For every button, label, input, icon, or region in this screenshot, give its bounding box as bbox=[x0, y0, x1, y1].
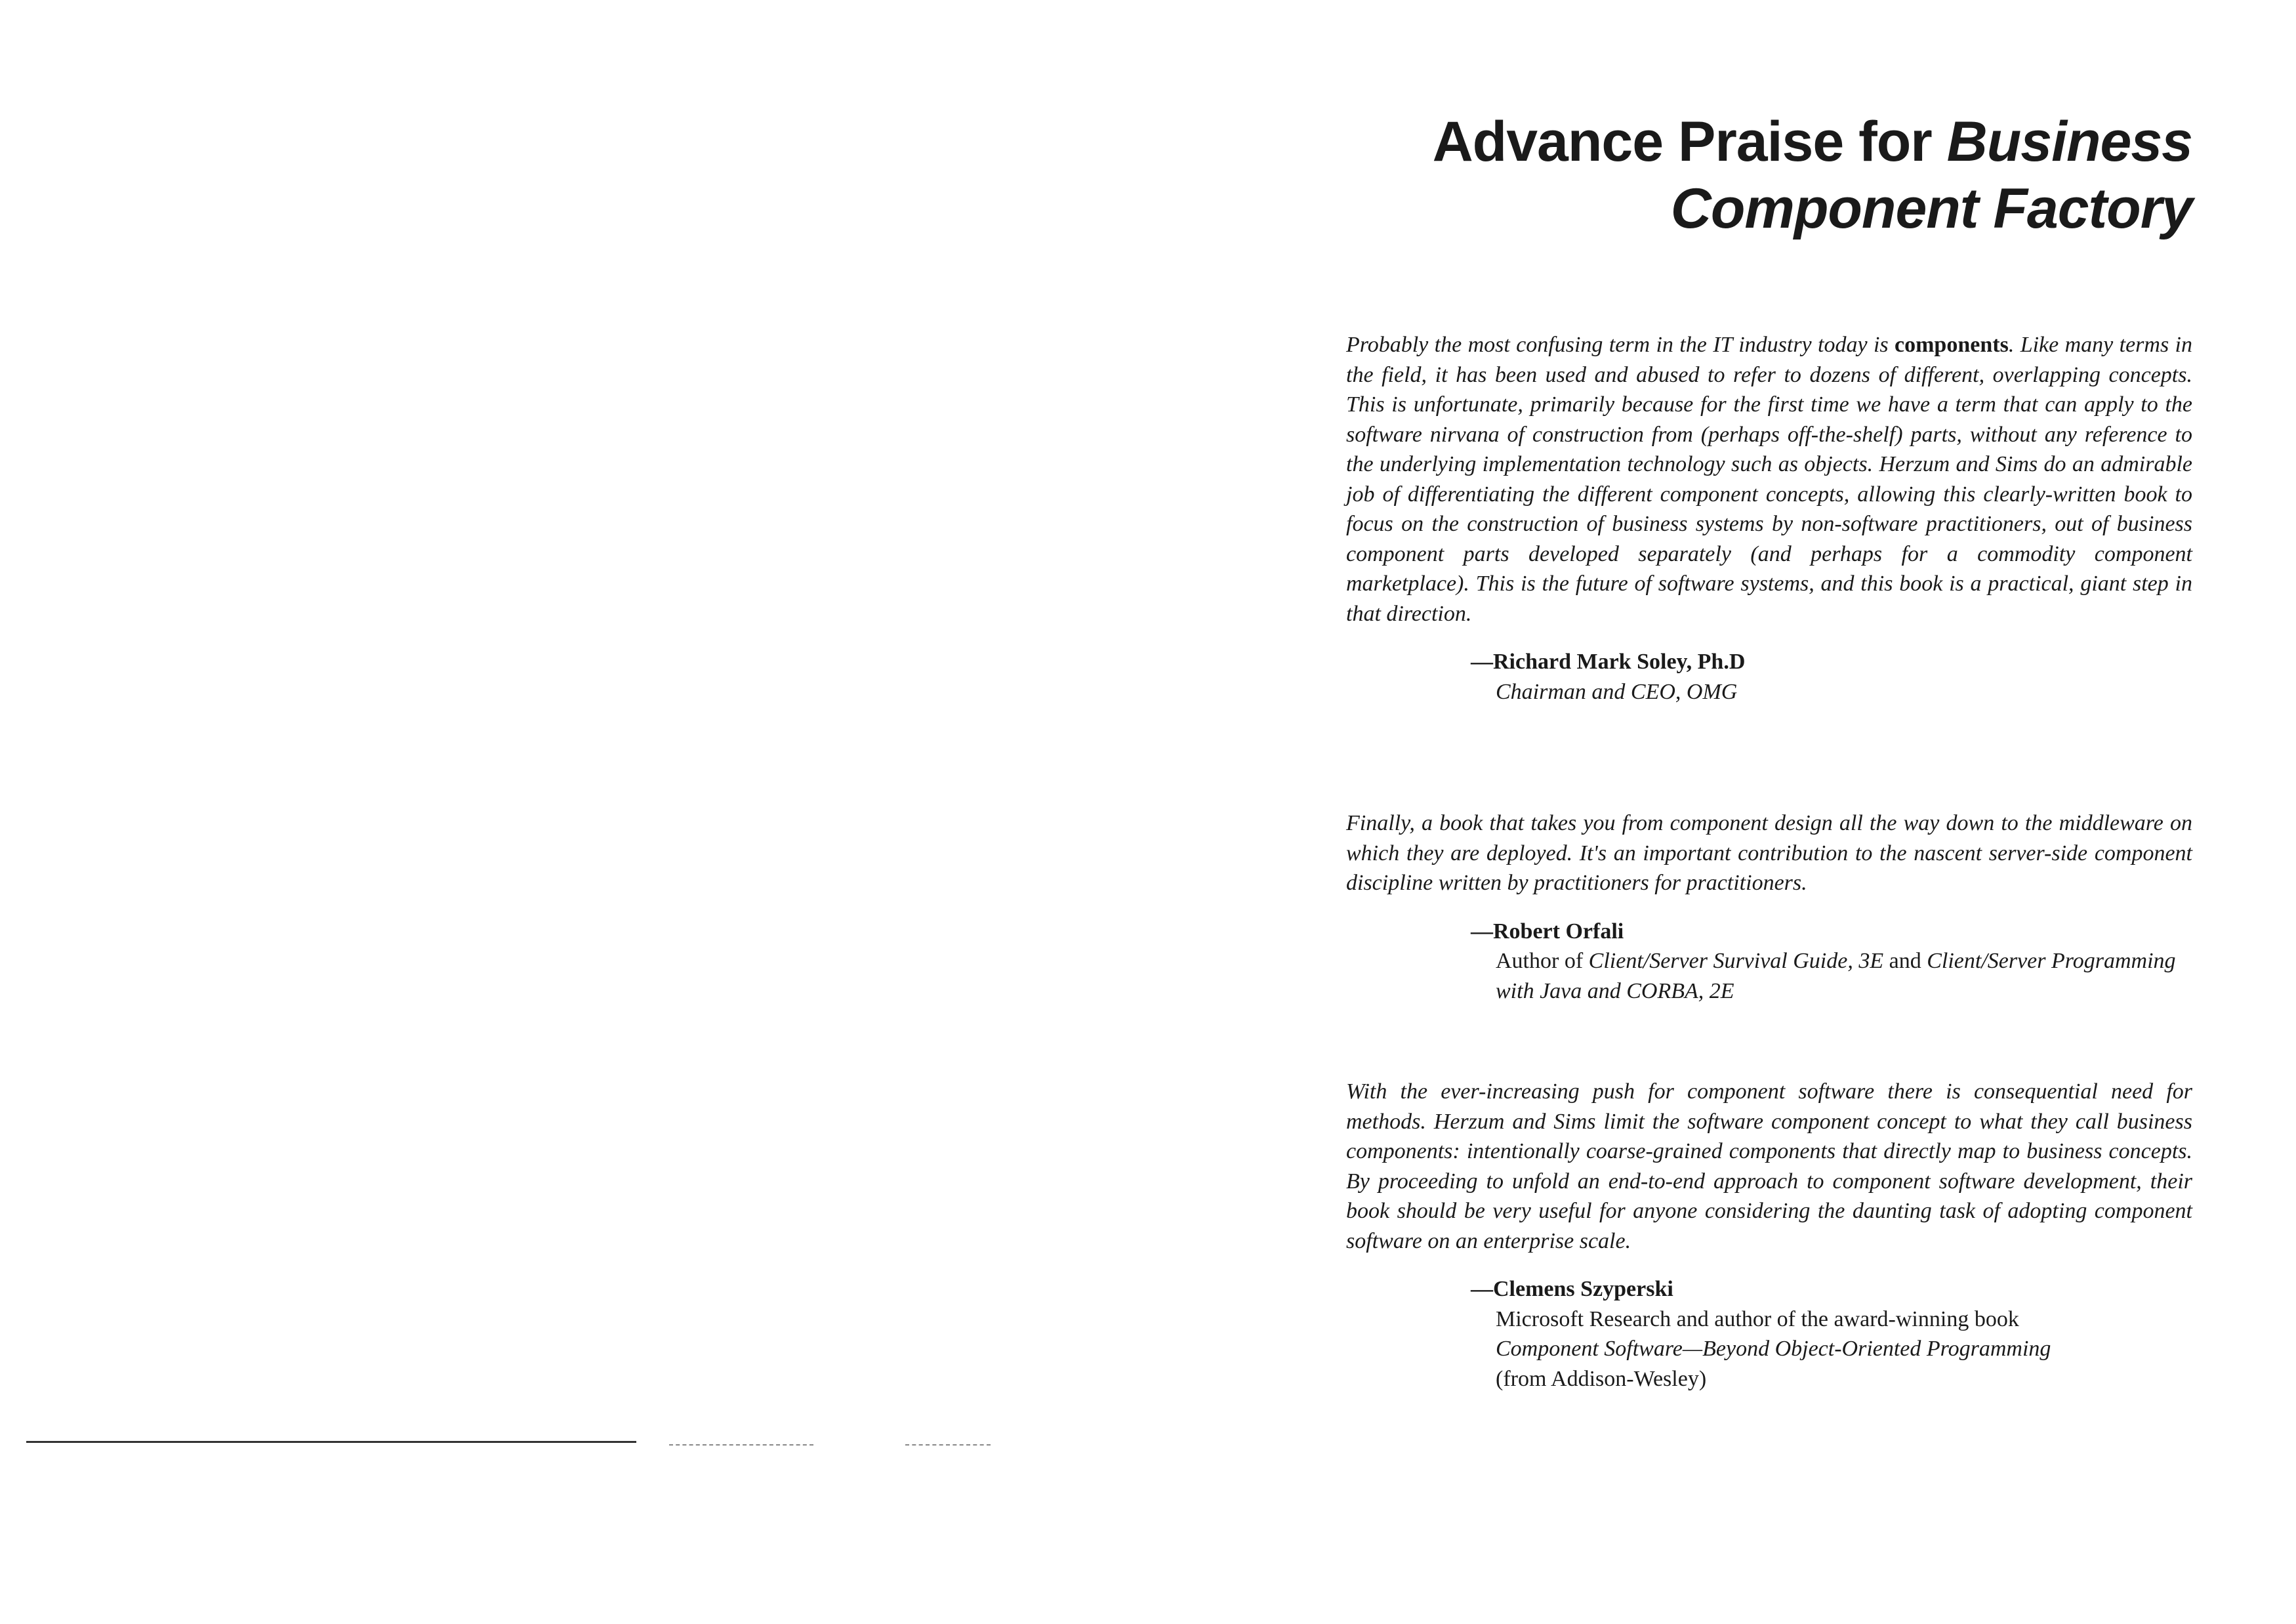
role-book-title-2: Client/Server Programming with Java and CORBA, 2E bbox=[1496, 949, 2176, 1003]
page-title bbox=[1346, 108, 2192, 242]
attribution bbox=[1471, 1274, 2192, 1394]
page-bottom-rule-fragment bbox=[669, 1444, 813, 1446]
role-prefix: Author of bbox=[1496, 949, 1589, 973]
attribution-name: —Robert Orfali bbox=[1471, 919, 1624, 944]
quote-text-before: Probably the most confusing term in the IT industry today is bbox=[1346, 333, 1895, 357]
role-book-title-1: Client/Server Survival Guide, 3E bbox=[1588, 949, 1884, 973]
praise-soley bbox=[1346, 330, 2192, 707]
title-regular: Advance Praise for bbox=[1432, 110, 1947, 173]
attribution-role-line-2: Component Software—Beyond Object-Oriented Programming bbox=[1496, 1337, 2051, 1361]
praise-quote: Finally, a book that takes you from component design all the way down to the middleware on which they are deployed. It's an important contribution to the nascent server-side component discipline written by practitioners for practitioners. bbox=[1346, 811, 2192, 895]
page-bottom-rule-fragment bbox=[905, 1444, 991, 1446]
praise-orfali bbox=[1346, 808, 2192, 1006]
attribution-role bbox=[1496, 946, 2192, 1006]
attribution-name: —Clemens Szyperski bbox=[1471, 1277, 1673, 1301]
page-bottom-rule bbox=[26, 1441, 636, 1443]
praise-szyperski bbox=[1346, 1077, 2192, 1394]
quote-emphasis: components bbox=[1895, 333, 2009, 357]
attribution-role-line-1: Microsoft Research and author of the award-winning book bbox=[1496, 1306, 2019, 1331]
attribution-name: —Richard Mark Soley, Ph.D bbox=[1471, 650, 1746, 674]
title-italic-component-factory: Component Factory bbox=[1670, 177, 2192, 240]
role-and: and bbox=[1883, 949, 1927, 973]
title-italic-business: Business bbox=[1946, 110, 2192, 173]
quote-text-after: . Like many terms in the field, it has been used and abused to refer to dozens of different, overlapping concepts. This is unfortunate, primarily because for the first time we have a term that can apply to the software nirvana of construction from (perhaps off-the-shelf) parts, without any reference to the underlying implementation technology such as objects. Herzum and Sims do an admirable job of differentiating the different component concepts, allowing this clearly-written book to focus on the construction of business systems by non-software practitioners, out of business component parts developed separately (and perhaps for a commodity component marketplace). This is the future of software systems, and this book is a practical, giant step in that direction. bbox=[1346, 333, 2193, 626]
right-page bbox=[1346, 108, 2193, 1391]
attribution-role: Chairman and CEO, OMG bbox=[1496, 679, 1738, 704]
attribution bbox=[1471, 647, 2192, 707]
praise-quote: With the ever-increasing push for component software there is consequential need for methods. Herzum and Sims limit the software component concept to what they call business components: intentionally coarse-grained components that directly map to business concepts. By proceeding to unfold an end-to-end approach to component software development, their book should be very useful for anyone considering the daunting task of adopting component software on an enterprise scale. bbox=[1346, 1079, 2192, 1253]
attribution-role-line-3: (from Addison-Wesley) bbox=[1496, 1366, 1707, 1391]
attribution bbox=[1471, 917, 2192, 1007]
praise-quote bbox=[1346, 330, 2192, 629]
